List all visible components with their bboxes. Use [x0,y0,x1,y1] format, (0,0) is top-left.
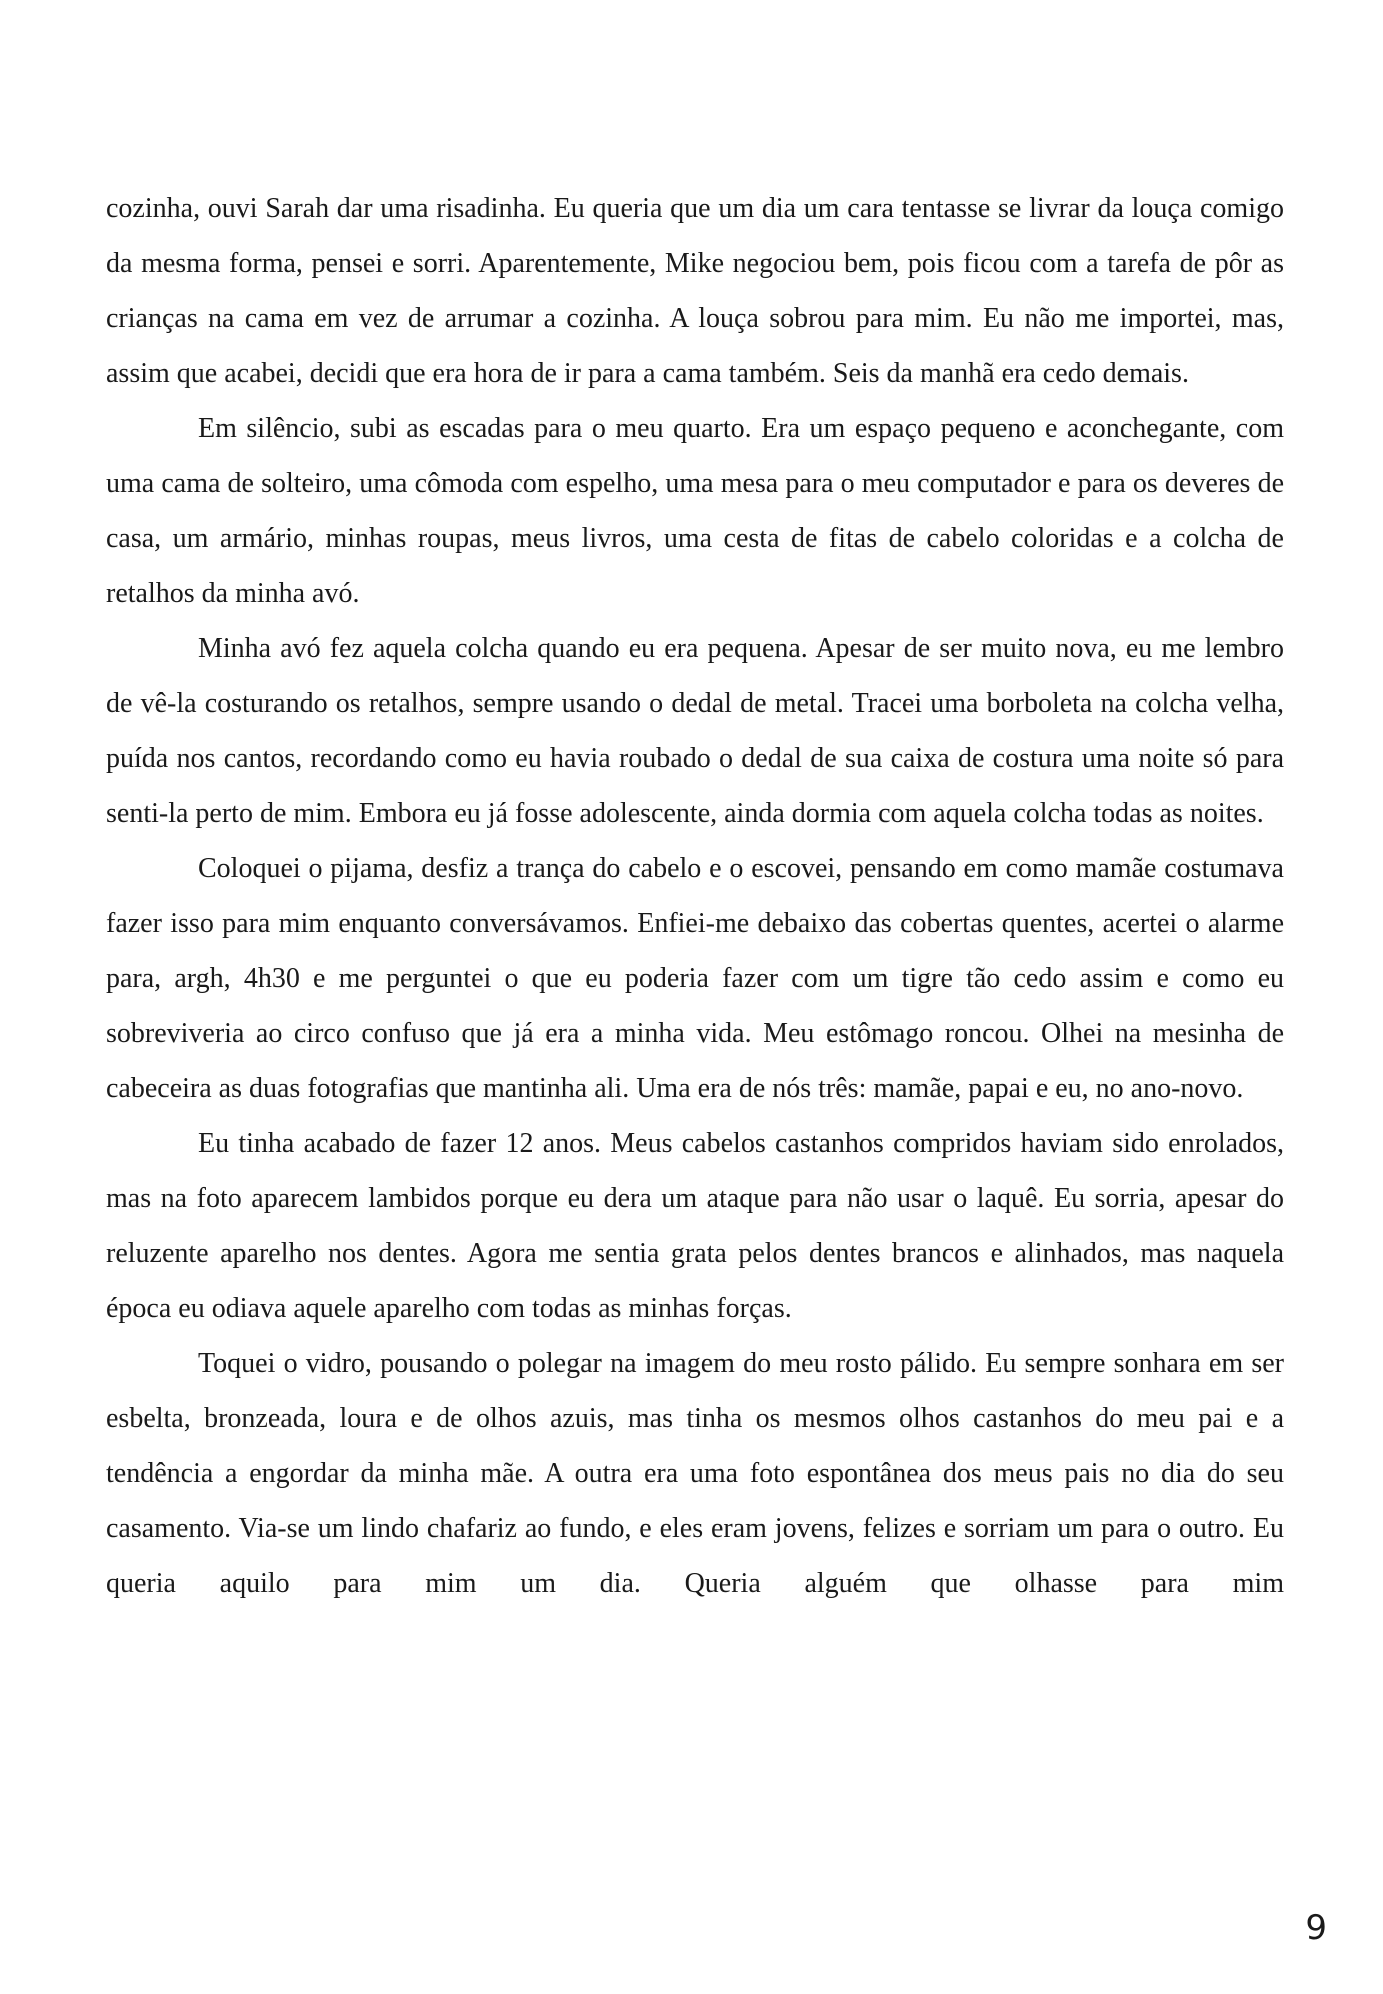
paragraph-4: Coloquei o pijama, desfiz a trança do cabelo e o escovei, pensando em como mamãe costumava fazer isso para mim enquanto conversávamos. Enfiei-me debaixo das cobertas quentes, acertei o alarme para, argh, 4h30 e me perguntei o que eu poderia fazer com um tigre tão cedo assim e como eu sobreviveria ao circo confuso que já era a minha vida. Meu estômago roncou. Olhei na mesinha de cabeceira as duas fotografias que mantinha ali. Uma era de nós três: mamãe, papai e eu, no ano-novo. [106,853,1284,1104]
paragraph-2: Em silêncio, subi as escadas para o meu quarto. Era um espaço pequeno e aconchegante, com uma cama de solteiro, uma cômoda com espelho, uma mesa para o meu computador e para os deveres de casa, um armário, minhas roupas, meus livros, uma cesta de fitas de cabelo coloridas e a colcha de retalhos da minha avó. [106,413,1284,609]
paragraph-1: cozinha, ouvi Sarah dar uma risadinha. Eu queria que um dia um cara tentasse se livrar da louça comigo da mesma forma, pensei e sorri. Aparentemente, Mike negociou bem, pois ficou com a tarefa de pôr as crianças na cama em vez de arrumar a cozinha. A louça sobrou para mim. Eu não me importei, mas, assim que acabei, decidi que era hora de ir para a cama também. Seis da manhã era cedo demais. [106,193,1284,389]
body-text [106,181,1284,1611]
paragraph-6: Toquei o vidro, pousando o polegar na imagem do meu rosto pálido. Eu sempre sonhara em ser esbelta, bronzeada, loura e de olhos azuis, mas tinha os mesmos olhos castanhos do meu pai e a tendência a engordar da minha mãe. A outra era uma foto espontânea dos meus pais no dia do seu casamento. Via-se um lindo chafariz ao fundo, e eles eram jovens, felizes e sorriam um para o outro. Eu queria aquilo para mim um dia. Queria alguém que olhasse para mim [106,1348,1284,1599]
paragraph-5: Eu tinha acabado de fazer 12 anos. Meus cabelos castanhos compridos haviam sido enrolados, mas na foto aparecem lambidos porque eu dera um ataque para não usar o laquê. Eu sorria, apesar do reluzente aparelho nos dentes. Agora me sentia grata pelos dentes brancos e alinhados, mas naquela época eu odiava aquele aparelho com todas as minhas forças. [106,1128,1284,1324]
paragraph-3: Minha avó fez aquela colcha quando eu era pequena. Apesar de ser muito nova, eu me lembro de vê-la costurando os retalhos, sempre usando o dedal de metal. Tracei uma borboleta na colcha velha, puída nos cantos, recordando como eu havia roubado o dedal de sua caixa de costura uma noite só para senti-la perto de mim. Embora eu já fosse adolescente, ainda dormia com aquela colcha todas as noites. [106,633,1284,829]
page-number: 9 [1305,1908,1327,1948]
